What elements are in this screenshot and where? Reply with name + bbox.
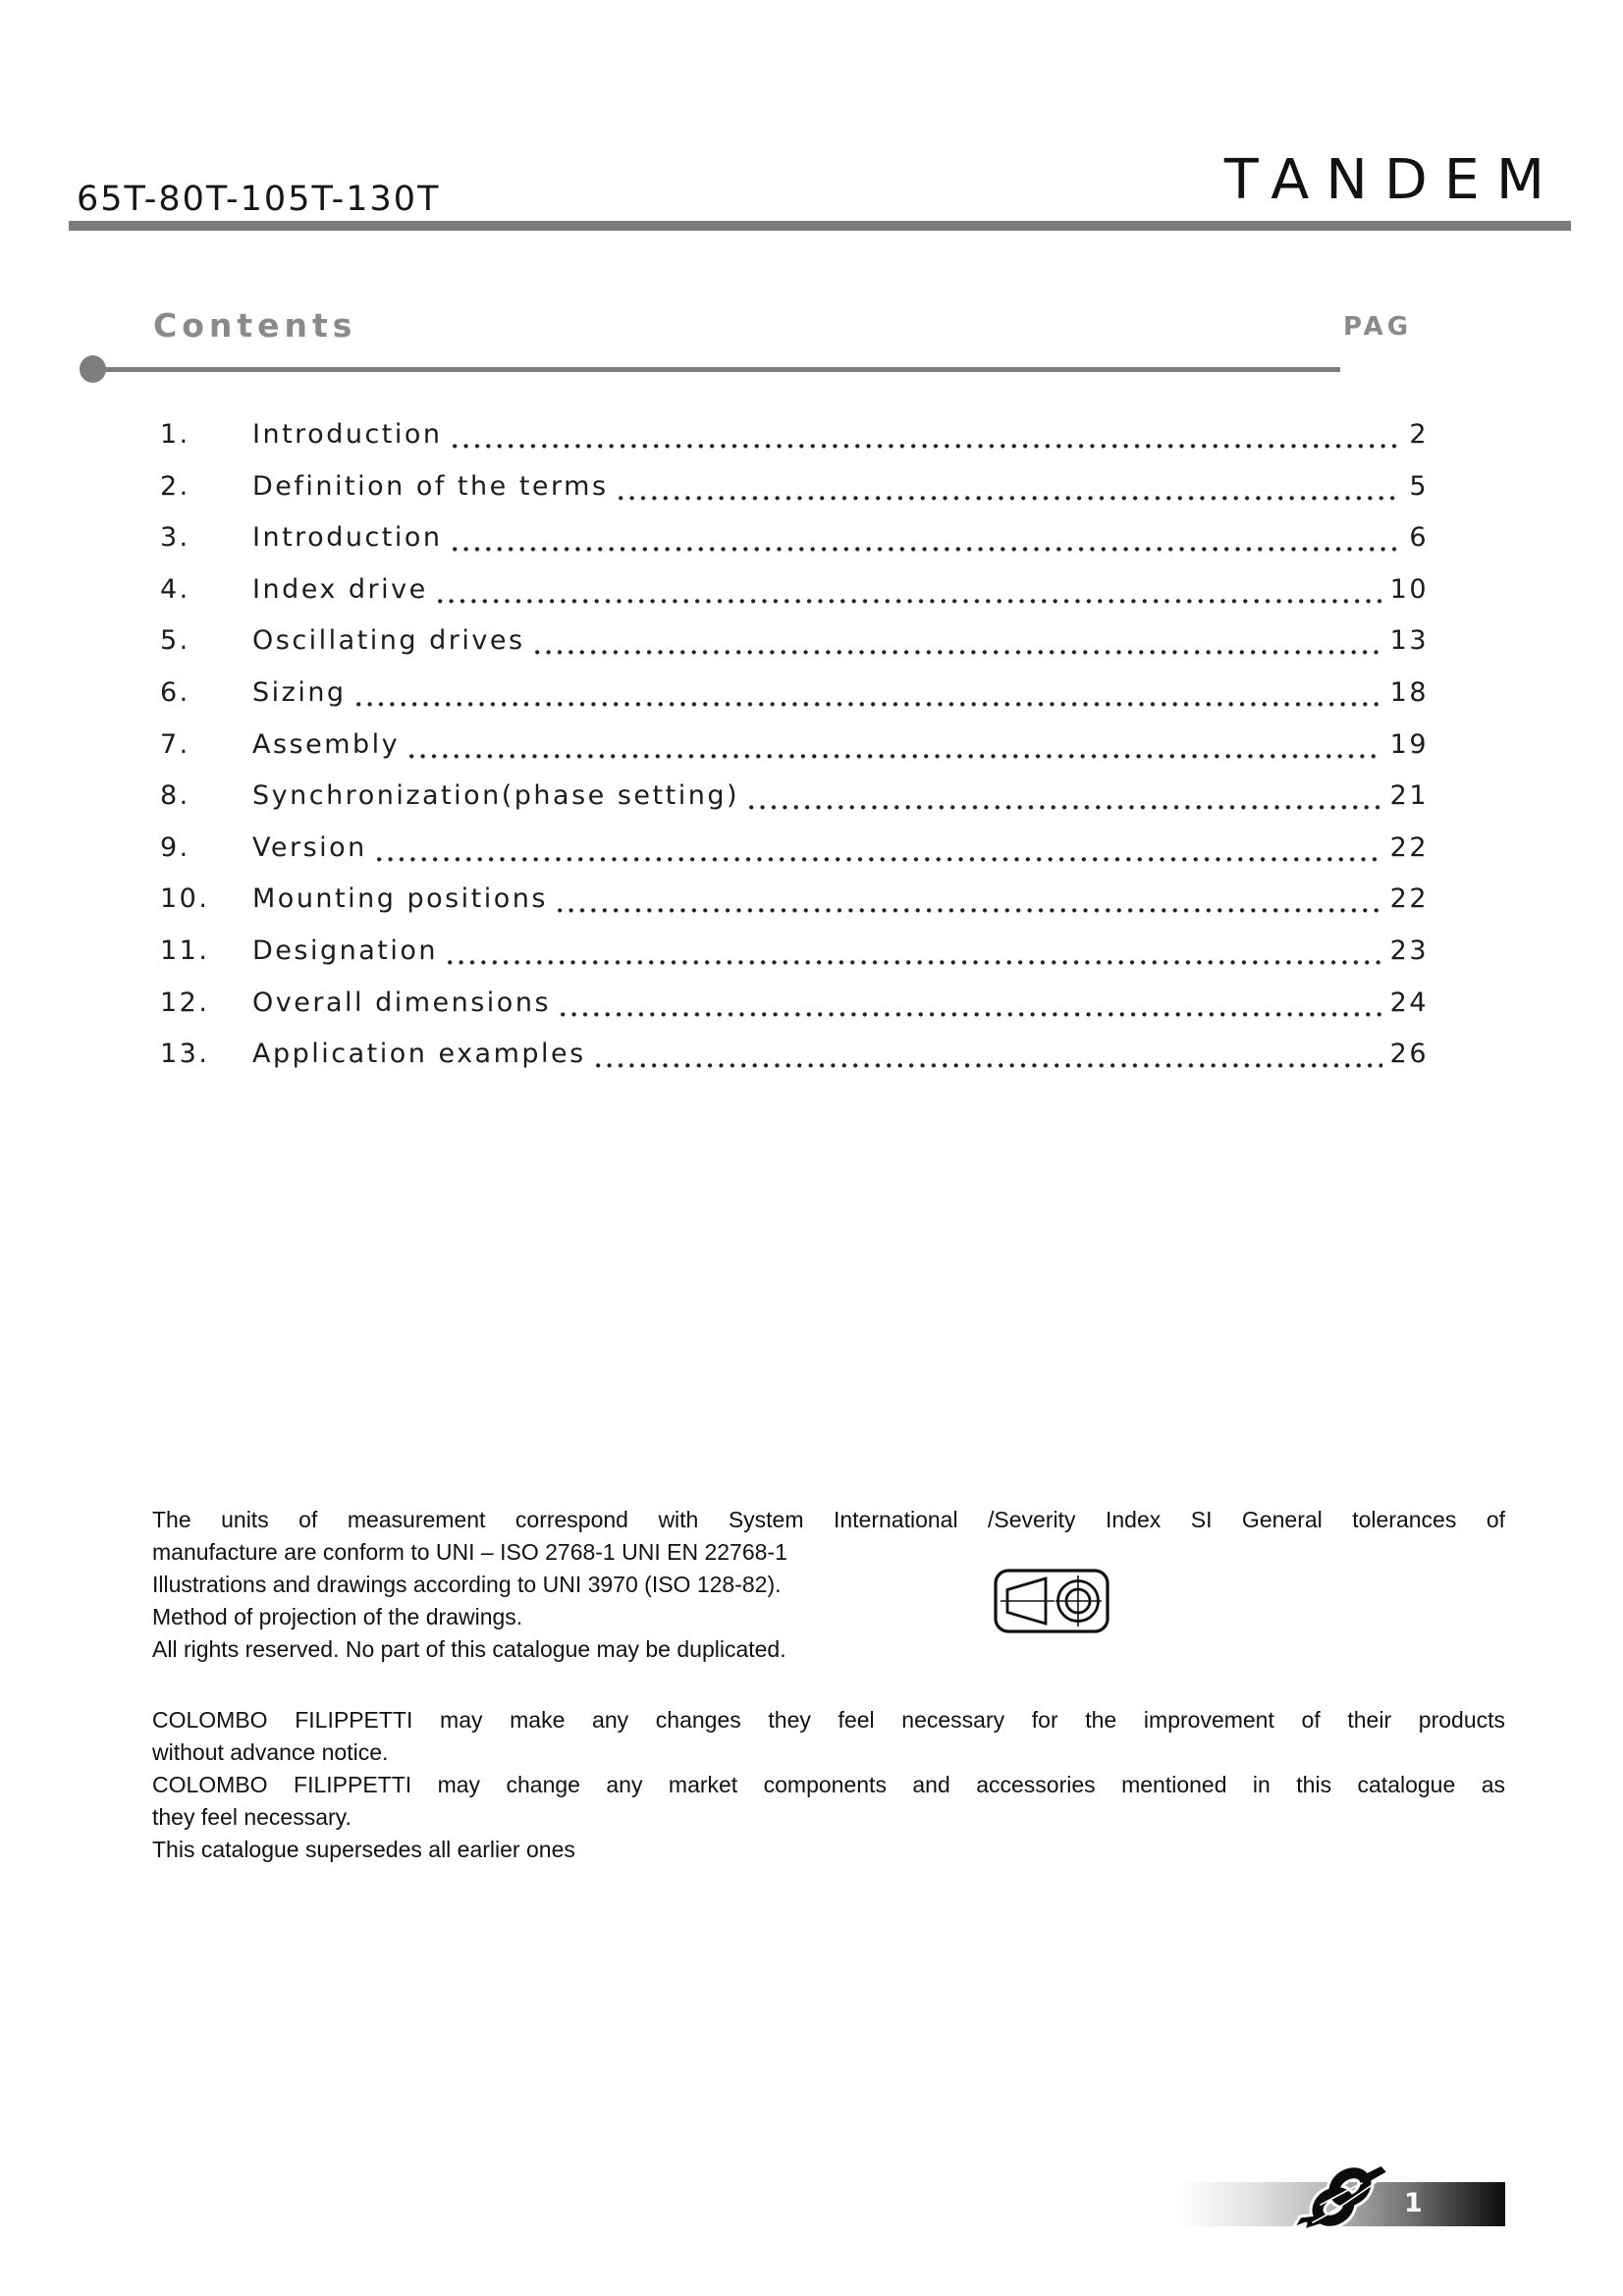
notes-line: The units of measurement correspond with System International /Severity Index SI General tolerances of xyxy=(152,1507,1505,1532)
toc-entry xyxy=(160,935,1429,988)
toc-entry-page: 6 xyxy=(1409,522,1429,554)
header-rule xyxy=(69,221,1571,231)
toc-entry-page: 23 xyxy=(1389,934,1429,966)
page-column-label: PAG xyxy=(1343,312,1413,342)
toc-dot-leader xyxy=(556,883,1384,917)
toc-entry xyxy=(160,832,1429,884)
manufacturer-notes-paragraph xyxy=(152,1704,1505,1866)
toc-entry-title: Oscillating drives xyxy=(252,625,525,657)
toc-dot-leader xyxy=(451,419,1404,453)
toc-entry-title: Definition of the terms xyxy=(252,470,609,502)
toc-entry-number: 10. xyxy=(160,883,210,915)
toc-entry-title: Designation xyxy=(252,934,438,966)
toc-entry-title: Introduction xyxy=(252,522,443,554)
model-code-heading: 65T-80T-105T-130T xyxy=(77,180,441,219)
toc-entry-number: 12. xyxy=(160,987,210,1018)
toc-entry-page: 18 xyxy=(1389,676,1429,708)
toc-entry xyxy=(160,574,1429,626)
brand-title: TANDEM xyxy=(1223,148,1561,212)
toc-entry xyxy=(160,1039,1429,1091)
notes-line: without advance notice. xyxy=(152,1739,389,1765)
toc-entry-number: 6. xyxy=(160,676,190,708)
toc-dot-leader xyxy=(533,625,1384,659)
toc-entry-number: 7. xyxy=(160,728,190,760)
toc-dot-leader xyxy=(559,988,1384,1021)
toc-entry xyxy=(160,780,1429,832)
toc-entry-page: 19 xyxy=(1389,728,1429,760)
toc-entry-number: 2. xyxy=(160,470,190,502)
toc-entry-title: Introduction xyxy=(252,419,443,450)
toc-entry-number: 11. xyxy=(160,934,210,966)
notes-line: manufacture are conform to UNI – ISO 2768-1 UNI EN 22768-1 xyxy=(152,1539,787,1565)
toc-entry-number: 4. xyxy=(160,573,190,605)
notes-line: COLOMBO FILIPPETTI may change any market components and accessories mentioned in this catalogue as xyxy=(152,1772,1505,1797)
toc-entry-number: 1. xyxy=(160,419,190,450)
toc-entry-page: 13 xyxy=(1389,625,1429,657)
toc-entry-title: Version xyxy=(252,831,367,863)
notes-line: Illustrations and drawings according to UNI 3970 (ISO 128-82). xyxy=(152,1572,782,1597)
toc-entry-title: Overall dimensions xyxy=(252,987,552,1018)
toc-entry-title: Mounting positions xyxy=(252,883,548,915)
toc-entry-page: 10 xyxy=(1389,573,1429,605)
toc-dot-leader xyxy=(446,935,1384,969)
toc-entry-page: 26 xyxy=(1389,1039,1429,1070)
measurement-notes-paragraph xyxy=(152,1504,1505,1666)
toc-entry xyxy=(160,988,1429,1040)
knot-logo-icon xyxy=(1291,2158,1393,2240)
toc-entry-title: Synchronization(phase setting) xyxy=(252,780,739,812)
toc-entry xyxy=(160,471,1429,523)
footer-page-number: 1 xyxy=(1404,2188,1423,2218)
toc-entry-page: 5 xyxy=(1409,470,1429,502)
toc-entry-title: Application examples xyxy=(252,1039,586,1070)
toc-entry-title: Assembly xyxy=(252,728,401,760)
toc-entry-page: 21 xyxy=(1389,780,1429,812)
toc-dot-leader xyxy=(747,780,1384,814)
toc-dot-leader xyxy=(375,832,1384,866)
contents-heading: Contents xyxy=(153,306,357,345)
toc-entry-number: 3. xyxy=(160,522,190,554)
contents-rule xyxy=(92,367,1340,372)
notes-line: This catalogue supersedes all earlier ones xyxy=(152,1837,575,1862)
toc-entry-page: 22 xyxy=(1389,883,1429,915)
toc-dot-leader xyxy=(594,1039,1384,1072)
toc-entry-number: 5. xyxy=(160,625,190,657)
notes-line: COLOMBO FILIPPETTI may make any changes they feel necessary for the improvement of their products xyxy=(152,1707,1505,1733)
toc-dot-leader xyxy=(436,574,1384,608)
toc-entry xyxy=(160,625,1429,677)
toc-entry-page: 2 xyxy=(1409,419,1429,450)
toc-dot-leader xyxy=(407,729,1384,763)
toc-entry-number: 13. xyxy=(160,1039,210,1070)
notes-line: Method of projection of the drawings. xyxy=(152,1604,523,1629)
toc-dot-leader xyxy=(451,522,1404,556)
toc-dot-leader xyxy=(617,471,1404,505)
toc-entry-page: 22 xyxy=(1389,831,1429,863)
toc-entry xyxy=(160,419,1429,471)
table-of-contents xyxy=(160,419,1429,1091)
toc-entry-page: 24 xyxy=(1389,987,1429,1018)
toc-entry xyxy=(160,729,1429,781)
toc-entry xyxy=(160,883,1429,935)
toc-entry xyxy=(160,522,1429,574)
projection-method-icon xyxy=(994,1569,1109,1633)
notes-line: they feel necessary. xyxy=(152,1804,352,1830)
toc-entry xyxy=(160,677,1429,729)
toc-entry-number: 8. xyxy=(160,780,190,812)
toc-entry-title: Sizing xyxy=(252,676,347,708)
toc-entry-number: 9. xyxy=(160,831,190,863)
toc-dot-leader xyxy=(354,677,1384,711)
notes-line: All rights reserved. No part of this catalogue may be duplicated. xyxy=(152,1636,786,1662)
toc-entry-title: Index drive xyxy=(252,573,428,605)
